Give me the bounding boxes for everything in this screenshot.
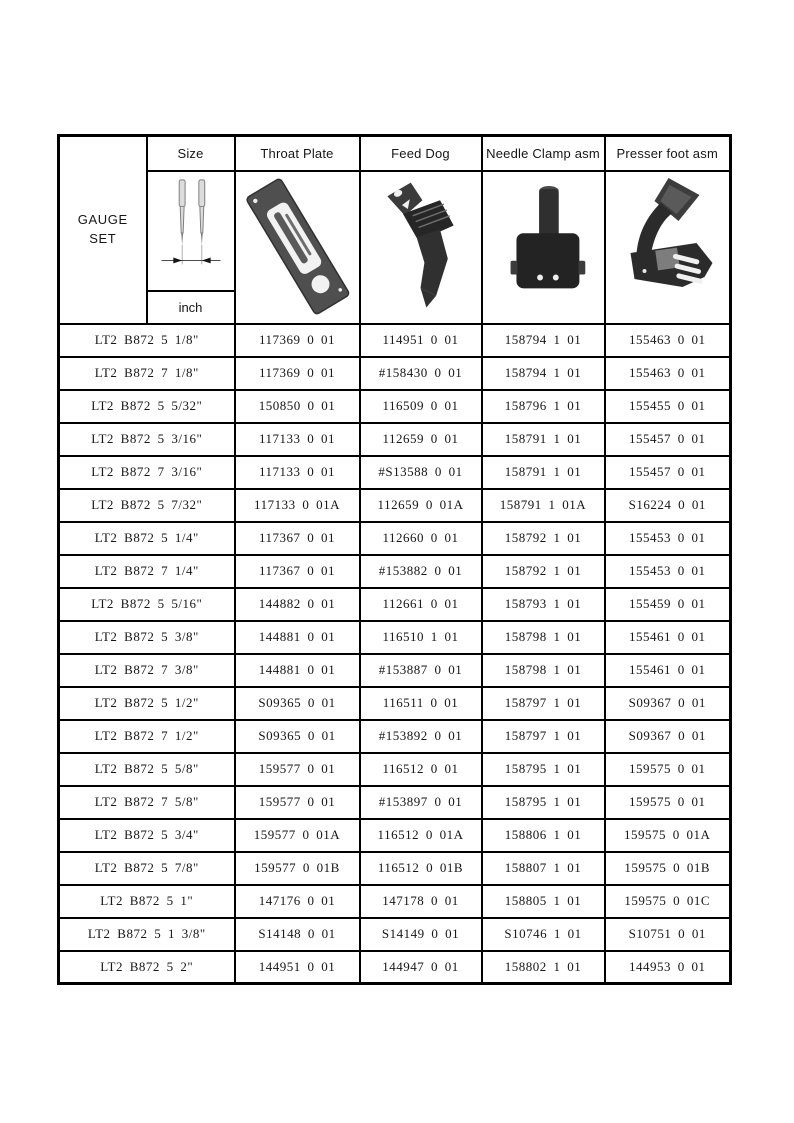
twin-needle-gauge-diagram xyxy=(147,171,235,291)
model-cell: LT2 B872 5 3/4" xyxy=(59,819,235,852)
throat-plate-photo xyxy=(235,171,360,324)
feed-dog-cell: S14149 0 01 xyxy=(360,918,482,951)
needle-clamp-asm-cell: 158797 1 01 xyxy=(482,720,605,753)
column-header-needle-clamp-asm: Needle Clamp asm xyxy=(482,136,605,171)
table-row xyxy=(59,885,731,918)
presser-foot-asm-cell: S10751 0 01 xyxy=(605,918,731,951)
presser-foot-asm-cell: 155461 0 01 xyxy=(605,654,731,687)
presser-foot-asm-cell: 155459 0 01 xyxy=(605,588,731,621)
throat-plate-cell: S09365 0 01 xyxy=(235,720,360,753)
size-unit-label: inch xyxy=(147,291,235,324)
feed-dog-image xyxy=(362,173,480,322)
throat-plate-cell: 144881 0 01 xyxy=(235,654,360,687)
presser-foot-asm-cell: 159575 0 01A xyxy=(605,819,731,852)
feed-dog-cell: 116512 0 01A xyxy=(360,819,482,852)
model-cell: LT2 B872 7 5/8" xyxy=(59,786,235,819)
table-row xyxy=(59,522,731,555)
throat-plate-cell: 159577 0 01B xyxy=(235,852,360,885)
model-cell: LT2 B872 5 1/4" xyxy=(59,522,235,555)
feed-dog-cell: #S13588 0 01 xyxy=(360,456,482,489)
model-cell: LT2 B872 7 1/2" xyxy=(59,720,235,753)
feed-dog-cell: #153892 0 01 xyxy=(360,720,482,753)
needle-clamp-asm-cell: 158796 1 01 xyxy=(482,390,605,423)
needle-clamp-asm-cell: 158792 1 01 xyxy=(482,555,605,588)
header-row xyxy=(59,136,731,171)
model-cell: LT2 B872 5 5/32" xyxy=(59,390,235,423)
model-cell: LT2 B872 5 7/32" xyxy=(59,489,235,522)
column-header-size: Size xyxy=(147,136,235,171)
presser-foot-asm-cell: 159575 0 01C xyxy=(605,885,731,918)
model-cell: LT2 B872 5 3/8" xyxy=(59,621,235,654)
presser-foot-asm-cell: 159575 0 01 xyxy=(605,753,731,786)
throat-plate-cell: S09365 0 01 xyxy=(235,687,360,720)
needle-clamp-asm-cell: 158793 1 01 xyxy=(482,588,605,621)
feed-dog-cell: 112659 0 01A xyxy=(360,489,482,522)
throat-plate-cell: 159577 0 01 xyxy=(235,753,360,786)
table-row xyxy=(59,456,731,489)
throat-plate-cell: 159577 0 01A xyxy=(235,819,360,852)
needle-clamp-asm-cell: S10746 1 01 xyxy=(482,918,605,951)
model-cell: LT2 B872 5 2" xyxy=(59,951,235,984)
table-row xyxy=(59,621,731,654)
presser-foot-asm-cell: 155457 0 01 xyxy=(605,423,731,456)
needle-clamp-asm-cell: 158791 1 01 xyxy=(482,456,605,489)
feed-dog-cell: 112660 0 01 xyxy=(360,522,482,555)
needle-clamp-asm-photo xyxy=(482,171,605,324)
table-row xyxy=(59,852,731,885)
table-row xyxy=(59,720,731,753)
model-cell: LT2 B872 5 7/8" xyxy=(59,852,235,885)
table-row xyxy=(59,423,731,456)
throat-plate-cell: 144951 0 01 xyxy=(235,951,360,984)
needle-clamp-asm-cell: 158798 1 01 xyxy=(482,654,605,687)
feed-dog-cell: 116512 0 01 xyxy=(360,753,482,786)
feed-dog-cell: #153897 0 01 xyxy=(360,786,482,819)
table-row xyxy=(59,357,731,390)
model-cell: LT2 B872 7 1/8" xyxy=(59,357,235,390)
presser-foot-asm-cell: 155463 0 01 xyxy=(605,324,731,357)
model-cell: LT2 B872 7 3/16" xyxy=(59,456,235,489)
column-header-throat-plate: Throat Plate xyxy=(235,136,360,171)
throat-plate-cell: 117367 0 01 xyxy=(235,522,360,555)
model-cell: LT2 B872 7 3/8" xyxy=(59,654,235,687)
table-row xyxy=(59,555,731,588)
throat-plate-cell: 117133 0 01 xyxy=(235,456,360,489)
presser-foot-asm-cell: S16224 0 01 xyxy=(605,489,731,522)
needle-clamp-asm-cell: 158797 1 01 xyxy=(482,687,605,720)
presser-foot-asm-image xyxy=(606,173,728,322)
needle-clamp-asm-cell: 158807 1 01 xyxy=(482,852,605,885)
throat-plate-cell: 147176 0 01 xyxy=(235,885,360,918)
table-row xyxy=(59,786,731,819)
gauge-set-label: GAUGE SET xyxy=(59,136,147,324)
feed-dog-cell: 112661 0 01 xyxy=(360,588,482,621)
throat-plate-image xyxy=(237,173,358,322)
model-cell: LT2 B872 5 5/8" xyxy=(59,753,235,786)
column-header-presser-foot-asm: Presser foot asm xyxy=(605,136,731,171)
table-row xyxy=(59,654,731,687)
needle-clamp-asm-cell: 158791 1 01A xyxy=(482,489,605,522)
throat-plate-cell: 144882 0 01 xyxy=(235,588,360,621)
table-row xyxy=(59,324,731,357)
presser-foot-asm-photo xyxy=(605,171,731,324)
feed-dog-photo xyxy=(360,171,482,324)
presser-foot-asm-cell: 159575 0 01B xyxy=(605,852,731,885)
throat-plate-cell: S14148 0 01 xyxy=(235,918,360,951)
throat-plate-cell: 117133 0 01A xyxy=(235,489,360,522)
photo-row xyxy=(59,171,731,291)
feed-dog-cell: 147178 0 01 xyxy=(360,885,482,918)
table-row xyxy=(59,918,731,951)
gauge-rows xyxy=(59,324,731,984)
feed-dog-cell: 116509 0 01 xyxy=(360,390,482,423)
model-cell: LT2 B872 5 5/16" xyxy=(59,588,235,621)
needle-clamp-asm-cell: 158791 1 01 xyxy=(482,423,605,456)
presser-foot-asm-cell: 159575 0 01 xyxy=(605,786,731,819)
throat-plate-cell: 150850 0 01 xyxy=(235,390,360,423)
model-cell: LT2 B872 5 3/16" xyxy=(59,423,235,456)
needle-clamp-asm-image xyxy=(484,173,603,322)
throat-plate-cell: 117133 0 01 xyxy=(235,423,360,456)
column-header-feed-dog: Feed Dog xyxy=(360,136,482,171)
table-row xyxy=(59,753,731,786)
table-row xyxy=(59,687,731,720)
feed-dog-cell: #158430 0 01 xyxy=(360,357,482,390)
throat-plate-cell: 159577 0 01 xyxy=(235,786,360,819)
presser-foot-asm-cell: 155455 0 01 xyxy=(605,390,731,423)
gauge-set-table xyxy=(57,134,732,985)
table-row xyxy=(59,951,731,984)
presser-foot-asm-cell: S09367 0 01 xyxy=(605,687,731,720)
throat-plate-cell: 144881 0 01 xyxy=(235,621,360,654)
needle-clamp-asm-cell: 158805 1 01 xyxy=(482,885,605,918)
presser-foot-asm-cell: 155461 0 01 xyxy=(605,621,731,654)
table-row xyxy=(59,390,731,423)
feed-dog-cell: 116510 1 01 xyxy=(360,621,482,654)
model-cell: LT2 B872 5 1" xyxy=(59,885,235,918)
model-cell: LT2 B872 5 1 3/8" xyxy=(59,918,235,951)
model-cell: LT2 B872 7 1/4" xyxy=(59,555,235,588)
throat-plate-cell: 117367 0 01 xyxy=(235,555,360,588)
throat-plate-cell: 117369 0 01 xyxy=(235,324,360,357)
presser-foot-asm-cell: 144953 0 01 xyxy=(605,951,731,984)
feed-dog-cell: 112659 0 01 xyxy=(360,423,482,456)
feed-dog-cell: 144947 0 01 xyxy=(360,951,482,984)
needle-clamp-asm-cell: 158794 1 01 xyxy=(482,324,605,357)
needle-clamp-asm-cell: 158795 1 01 xyxy=(482,786,605,819)
needle-clamp-asm-cell: 158802 1 01 xyxy=(482,951,605,984)
needle-clamp-asm-cell: 158795 1 01 xyxy=(482,753,605,786)
table-row xyxy=(59,819,731,852)
presser-foot-asm-cell: S09367 0 01 xyxy=(605,720,731,753)
model-cell: LT2 B872 5 1/8" xyxy=(59,324,235,357)
table-row xyxy=(59,588,731,621)
twin-needle-gauge-icon xyxy=(149,174,233,288)
presser-foot-asm-cell: 155453 0 01 xyxy=(605,555,731,588)
presser-foot-asm-cell: 155463 0 01 xyxy=(605,357,731,390)
feed-dog-cell: 116512 0 01B xyxy=(360,852,482,885)
feed-dog-cell: 114951 0 01 xyxy=(360,324,482,357)
table-row xyxy=(59,489,731,522)
feed-dog-cell: #153887 0 01 xyxy=(360,654,482,687)
presser-foot-asm-cell: 155453 0 01 xyxy=(605,522,731,555)
throat-plate-cell: 117369 0 01 xyxy=(235,357,360,390)
needle-clamp-asm-cell: 158792 1 01 xyxy=(482,522,605,555)
feed-dog-cell: 116511 0 01 xyxy=(360,687,482,720)
feed-dog-cell: #153882 0 01 xyxy=(360,555,482,588)
model-cell: LT2 B872 5 1/2" xyxy=(59,687,235,720)
needle-clamp-asm-cell: 158794 1 01 xyxy=(482,357,605,390)
needle-clamp-asm-cell: 158798 1 01 xyxy=(482,621,605,654)
presser-foot-asm-cell: 155457 0 01 xyxy=(605,456,731,489)
needle-clamp-asm-cell: 158806 1 01 xyxy=(482,819,605,852)
